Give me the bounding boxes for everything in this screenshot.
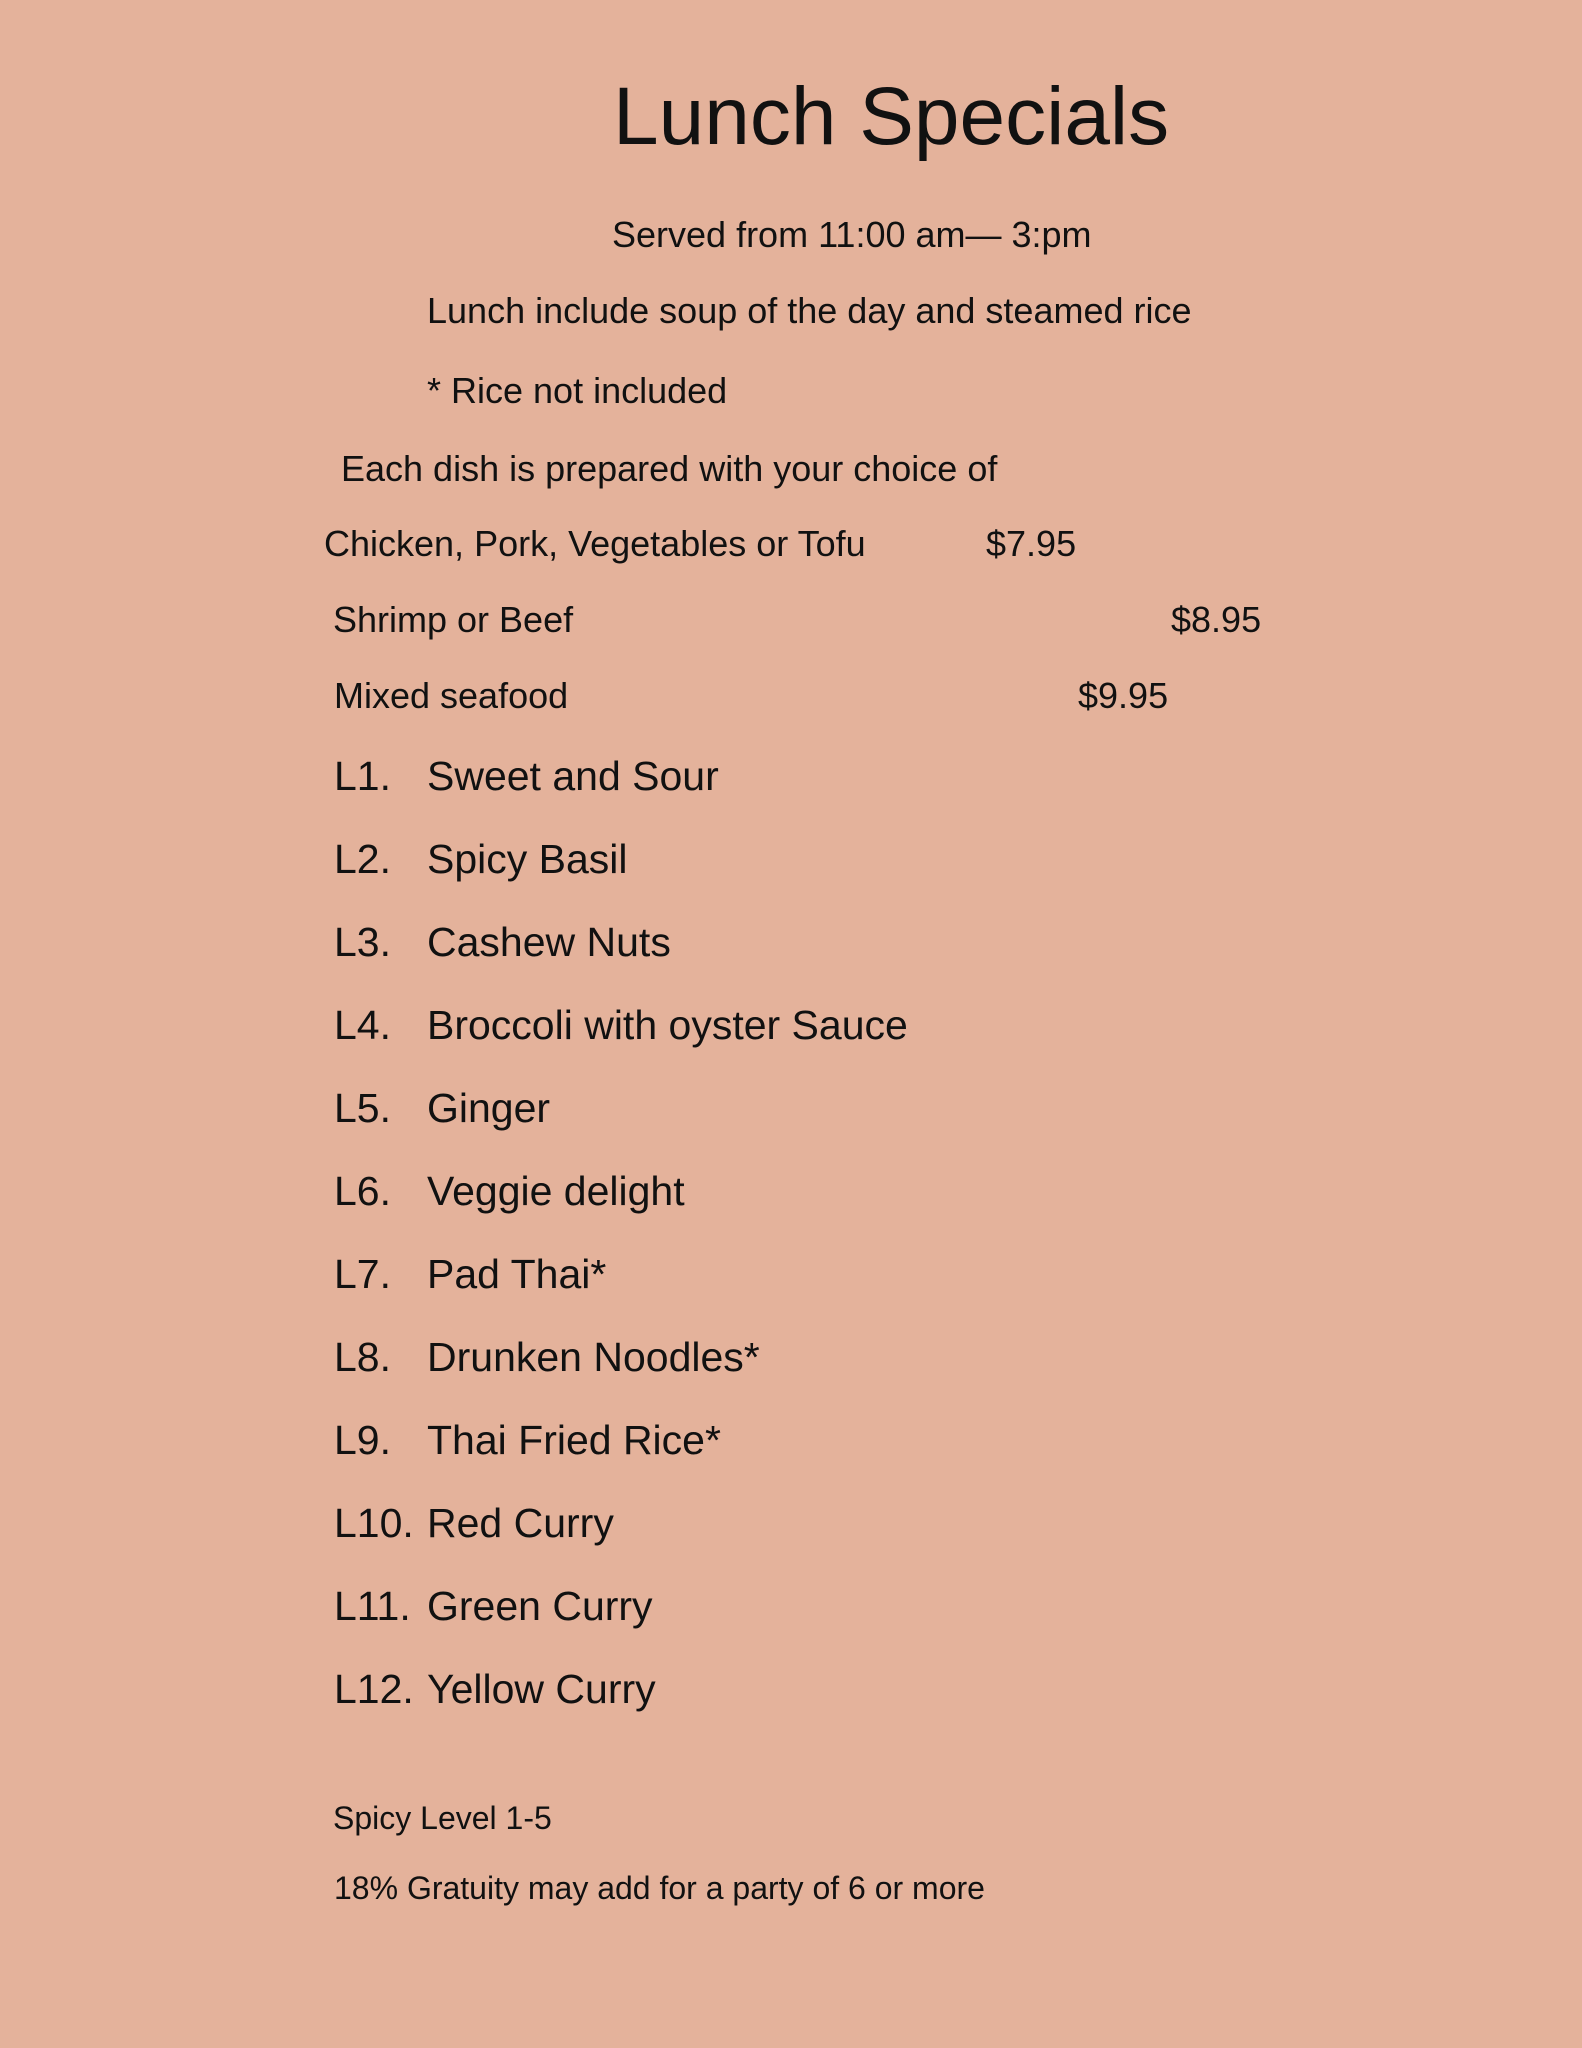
item-name: Veggie delight [427, 1168, 685, 1214]
item-name: Pad Thai* [427, 1251, 607, 1297]
item-code: L3. [334, 919, 391, 965]
item-name: Red Curry [427, 1500, 614, 1546]
item-name: Spicy Basil [427, 836, 628, 882]
item-code: L1. [334, 753, 391, 799]
choice-intro: Each dish is prepared with your choice of [341, 448, 998, 489]
item-name: Broccoli with oyster Sauce [427, 1002, 908, 1048]
lunch-includes-note: Lunch include soup of the day and steamed rice [427, 290, 1192, 331]
item-code: L9. [334, 1417, 391, 1463]
item-name: Drunken Noodles* [427, 1334, 760, 1380]
item-code: L6. [334, 1168, 391, 1214]
rice-not-included-note: * Rice not included [427, 370, 728, 411]
price-option-label: Shrimp or Beef [333, 599, 574, 640]
item-code: L4. [334, 1002, 391, 1048]
item-code: L8. [334, 1334, 391, 1380]
price-option-price: $7.95 [986, 523, 1077, 564]
item-code: L10. [334, 1500, 414, 1546]
item-name: Thai Fried Rice* [427, 1417, 721, 1463]
item-code: L12. [334, 1666, 414, 1712]
item-name: Yellow Curry [427, 1666, 656, 1712]
price-option-label: Mixed seafood [334, 675, 569, 716]
item-code: L7. [334, 1251, 391, 1297]
item-code: L11. [334, 1583, 411, 1629]
page-title: Lunch Specials [613, 71, 1170, 162]
item-code: L5. [334, 1085, 391, 1131]
item-name: Green Curry [427, 1583, 653, 1629]
price-option-price: $9.95 [1078, 675, 1169, 716]
gratuity-note: 18% Gratuity may add for a party of 6 or more [334, 1870, 985, 1906]
item-name: Cashew Nuts [427, 919, 671, 965]
spicy-level-note: Spicy Level 1-5 [333, 1800, 552, 1836]
price-option-label: Chicken, Pork, Vegetables or Tofu [324, 523, 866, 564]
price-option-price: $8.95 [1171, 599, 1262, 640]
serving-hours: Served from 11:00 am— 3:pm [612, 214, 1092, 255]
item-code: L2. [334, 836, 391, 882]
item-name: Sweet and Sour [427, 753, 719, 799]
item-name: Ginger [427, 1085, 551, 1131]
